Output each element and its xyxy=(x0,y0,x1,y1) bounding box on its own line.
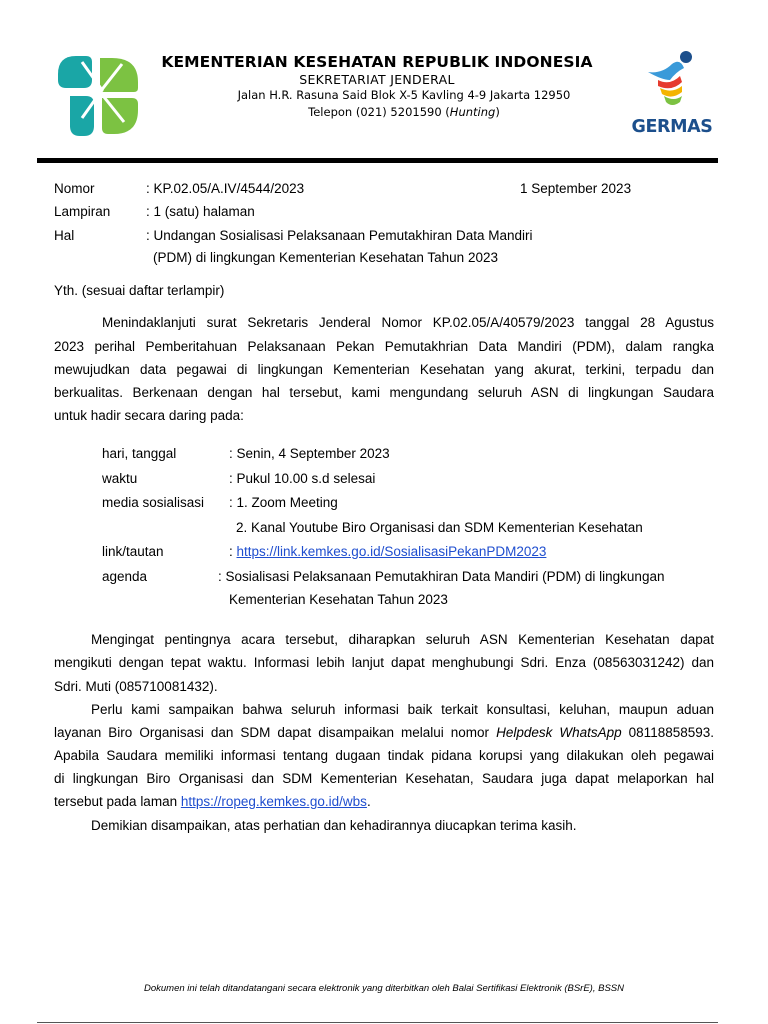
organization-name: KEMENTERIAN KESEHATAN REPUBLIK INDONESIA xyxy=(161,53,593,71)
link-value: : https://link.kemkes.go.id/SosialisasiPekanPDM2023 xyxy=(229,544,547,559)
paragraph-1-line: mewujudkan data pegawai di lingkungan Kementerian Kesehatan yang akurat, terkini, terpadu dan xyxy=(54,362,714,377)
germas-label: GERMAS xyxy=(631,117,713,137)
paragraph-2-line: Mengingat pentingnya acara tersebut, diharapkan seluruh ASN Kementerian Kesehatan dapat xyxy=(91,632,714,647)
nomor-value: : KP.02.05/A.IV/4544/2023 xyxy=(146,181,305,196)
agenda-label: agenda xyxy=(102,569,148,584)
hari-label: hari, tanggal xyxy=(102,446,177,461)
letter-date: 1 September 2023 xyxy=(520,181,632,196)
organization-address: Jalan H.R. Rasuna Said Blok X-5 Kavling 4-9 Jakarta 12950 xyxy=(237,88,571,102)
paragraph-1-line: berkualitas. Berkenaan dengan hal tersebut, kami mengundang seluruh ASN di lingkungan Saudara xyxy=(54,385,714,400)
media-label: media sosialisasi xyxy=(102,495,205,510)
lampiran-label: Lampiran xyxy=(54,204,111,219)
kemkes-logo-icon xyxy=(52,50,144,140)
signature-footer-note: Dokumen ini telah ditandatangani secara elektronik yang diterbitkan oleh Balai Sertifikasi Elektronik (BSrE), BSSN xyxy=(144,983,624,994)
hal-label: Hal xyxy=(54,228,75,243)
wbs-link[interactable]: https://ropeg.kemkes.go.id/wbs xyxy=(180,794,367,809)
paragraph-3-line: layanan Biro Organisasi dan SDM dapat disampaikan melalui nomor Helpdesk WhatsApp 08118858593. xyxy=(54,725,715,740)
agenda-value-continued: Kementerian Kesehatan Tahun 2023 xyxy=(229,592,448,607)
closing-line: Demikian disampaikan, atas perhatian dan kehadirannya diucapkan terima kasih. xyxy=(91,818,577,833)
media-value-continued: 2. Kanal Youtube Biro Organisasi dan SDM Kementerian Kesehatan xyxy=(236,520,643,535)
agenda-value: : Sosialisasi Pelaksanaan Pemutakhiran Data Mandiri (PDM) di lingkungan xyxy=(218,569,665,584)
waktu-value: : Pukul 10.00 s.d selesai xyxy=(229,471,376,486)
hal-value: : Undangan Sosialisasi Pelaksanaan Pemutakhiran Data Mandiri xyxy=(146,228,533,243)
paragraph-3-line: di lingkungan Biro Organisasi dan SDM Kementerian Kesehatan, Saudara juga dapat melaporkan hal xyxy=(54,771,714,786)
paragraph-3-line: Apabila Saudara memiliki informasi tentang dugaan tindak pidana korupsi yang dilakukan oleh pegawai xyxy=(54,748,714,763)
hari-value: : Senin, 4 September 2023 xyxy=(229,446,390,461)
footer-divider xyxy=(37,1022,718,1023)
waktu-label: waktu xyxy=(102,471,138,486)
lampiran-value: : 1 (satu) halaman xyxy=(146,204,255,219)
media-value: : 1. Zoom Meeting xyxy=(229,495,338,510)
nomor-label: Nomor xyxy=(54,181,95,196)
paragraph-1-line: Menindaklanjuti surat Sekretaris Jenderal Nomor KP.02.05/A/40579/2023 tanggal 28 Agustus xyxy=(102,315,714,330)
zoom-link[interactable]: https://link.kemkes.go.id/SosialisasiPekanPDM2023 xyxy=(236,544,547,559)
paragraph-2-line: Sdri. Muti (085710081432). xyxy=(54,679,218,694)
paragraph-1-line: 2023 perihal Pemberitahuan Pelaksanaan Pekan Pemutakhrian Data Mandiri (PDM), dalam rangka xyxy=(54,339,714,354)
paragraph-1-line: untuk hadir secara daring pada: xyxy=(54,408,244,423)
paragraph-3-line: Perlu kami sampaikan bahwa seluruh informasi baik terkait konsultasi, keluhan, maupun aduan xyxy=(91,702,714,717)
hal-value-continued: (PDM) di lingkungan Kementerian Kesehatan Tahun 2023 xyxy=(153,250,498,265)
salutation: Yth. (sesuai daftar terlampir) xyxy=(54,283,225,298)
paragraph-2-line: mengikuti dengan tepat waktu. Informasi lebih lanjut dapat menghubungi Sdri. Enza (08563031242) dan xyxy=(54,655,714,670)
paragraph-3-line: tersebut pada laman https://ropeg.kemkes.go.id/wbs. xyxy=(54,794,371,809)
link-label: link/tautan xyxy=(102,544,164,559)
germas-logo-icon xyxy=(640,50,702,108)
organization-unit: SEKRETARIAT JENDERAL xyxy=(299,72,455,87)
letterhead-divider xyxy=(37,158,718,163)
organization-phone: Telepon (021) 5201590 (Hunting) xyxy=(308,105,500,119)
